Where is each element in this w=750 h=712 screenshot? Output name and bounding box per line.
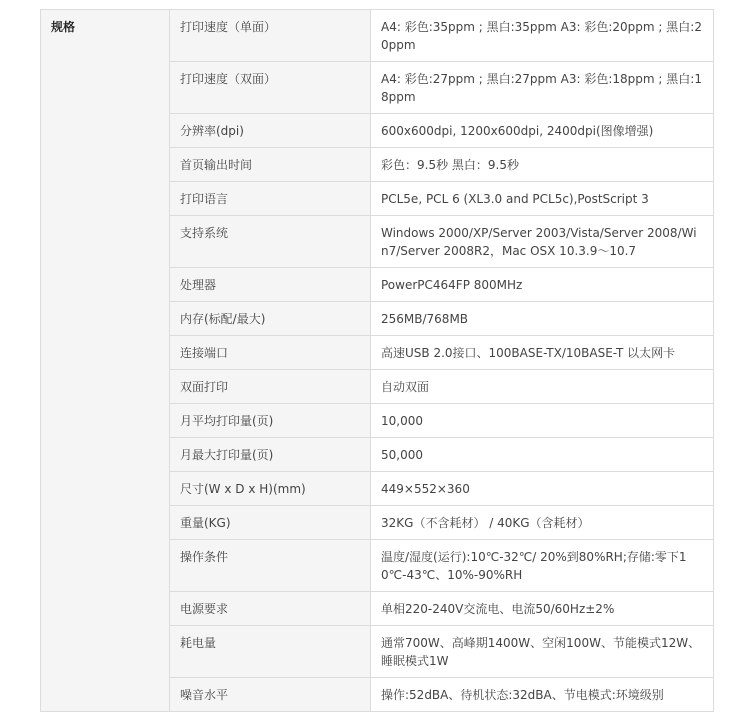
spec-label: 重量(KG) xyxy=(170,506,371,540)
spec-value: 通常700W、高峰期1400W、空闲100W、节能模式12W、睡眠模式1W xyxy=(371,626,714,678)
spec-label: 尺寸(W x D x H)(mm) xyxy=(170,472,371,506)
spec-value: 50,000 xyxy=(371,438,714,472)
spec-value: 单相220-240V交流电、电流50/60Hz±2% xyxy=(371,592,714,626)
spec-label: 电源要求 xyxy=(170,592,371,626)
spec-value: 10,000 xyxy=(371,404,714,438)
spec-value: 32KG（不含耗材） / 40KG（含耗材） xyxy=(371,506,714,540)
spec-label: 内存(标配/最大) xyxy=(170,302,371,336)
spec-label: 耗电量 xyxy=(170,626,371,678)
spec-row xyxy=(41,10,714,62)
spec-table-body xyxy=(41,10,714,712)
spec-value: 449×552×360 xyxy=(371,472,714,506)
spec-value: A4: 彩色:35ppm ; 黑白:35ppm A3: 彩色:20ppm ; 黑白:20ppm xyxy=(371,10,714,62)
spec-table xyxy=(40,9,714,712)
spec-label: 连接端口 xyxy=(170,336,371,370)
spec-label: 打印速度（单面） xyxy=(170,10,371,62)
spec-label: 处理器 xyxy=(170,268,371,302)
spec-label: 分辨率(dpi) xyxy=(170,114,371,148)
spec-value: 高速USB 2.0接口、100BASE-TX/10BASE-T 以太网卡 xyxy=(371,336,714,370)
spec-label: 首页输出时间 xyxy=(170,148,371,182)
spec-value: 自动双面 xyxy=(371,370,714,404)
spec-label: 噪音水平 xyxy=(170,678,371,712)
spec-label: 支持系统 xyxy=(170,216,371,268)
spec-label: 月平均打印量(页) xyxy=(170,404,371,438)
spec-value: 彩色：9.5秒 黑白：9.5秒 xyxy=(371,148,714,182)
spec-label: 月最大打印量(页) xyxy=(170,438,371,472)
spec-value: PowerPC464FP 800MHz xyxy=(371,268,714,302)
spec-label: 操作条件 xyxy=(170,540,371,592)
spec-value: 600x600dpi, 1200x600dpi, 2400dpi(图像增强) xyxy=(371,114,714,148)
spec-value: 操作:52dBA、待机状态:32dBA、节电模式:环境级别 xyxy=(371,678,714,712)
spec-label: 打印速度（双面） xyxy=(170,62,371,114)
spec-value: Windows 2000/XP/Server 2003/Vista/Server 2008/Win7/Server 2008R2，Mac OSX 10.3.9～10.7 xyxy=(371,216,714,268)
spec-value: 温度/湿度(运行):10℃-32℃/ 20%到80%RH;存储:零下10℃-43℃、10%-90%RH xyxy=(371,540,714,592)
section-label: 规格 xyxy=(41,10,170,712)
spec-label: 双面打印 xyxy=(170,370,371,404)
spec-label: 打印语言 xyxy=(170,182,371,216)
spec-value: A4: 彩色:27ppm ; 黑白:27ppm A3: 彩色:18ppm ; 黑白:18ppm xyxy=(371,62,714,114)
spec-value: PCL5e, PCL 6 (XL3.0 and PCL5c),PostScript 3 xyxy=(371,182,714,216)
spec-value: 256MB/768MB xyxy=(371,302,714,336)
